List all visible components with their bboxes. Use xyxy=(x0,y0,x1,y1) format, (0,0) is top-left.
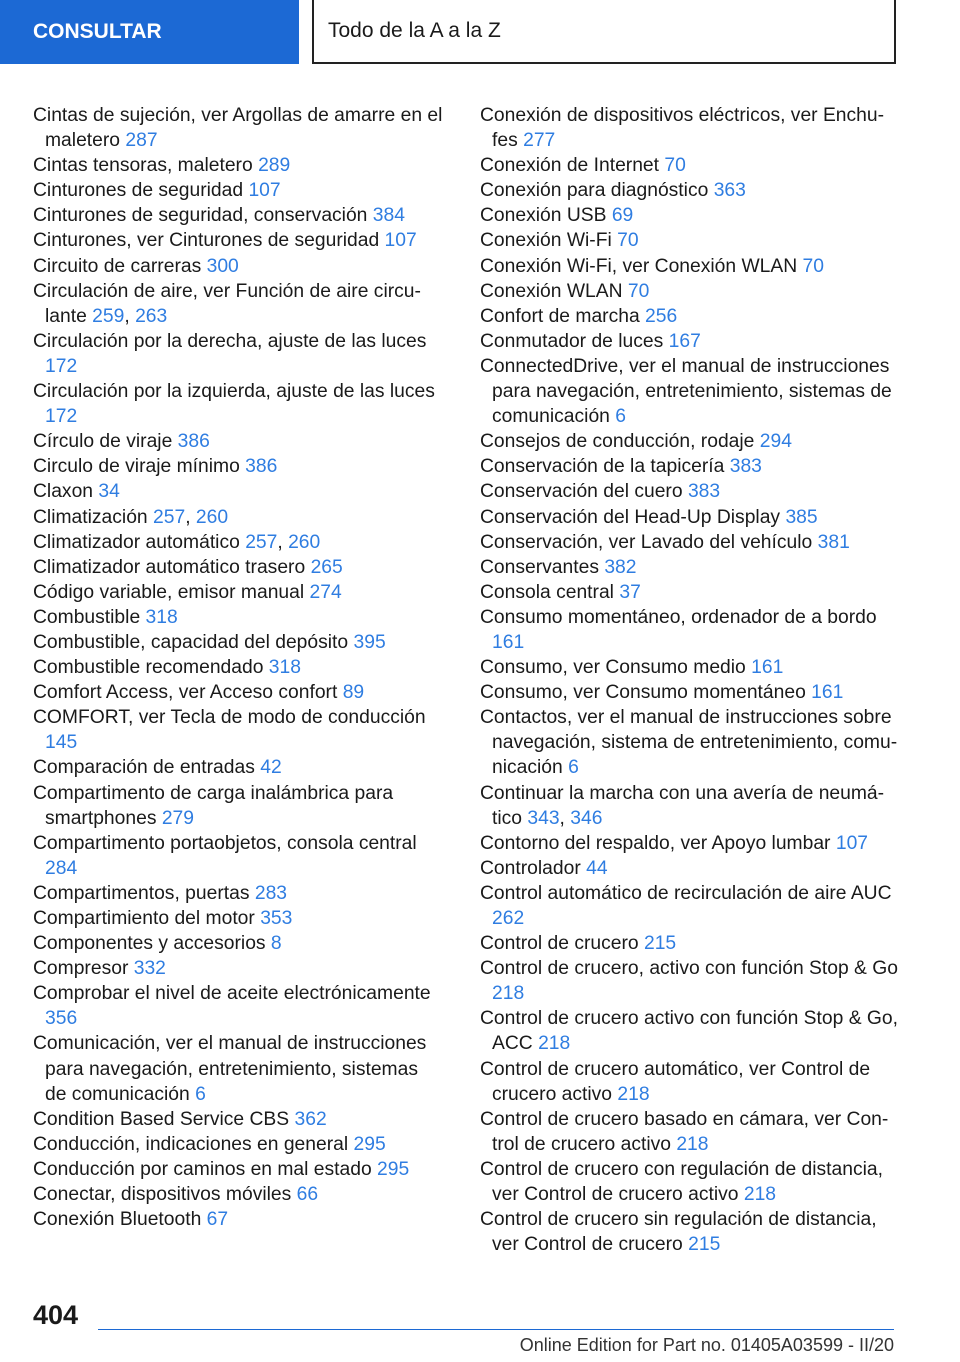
index-entry xyxy=(480,153,900,178)
page-reference-link[interactable]: 383 xyxy=(687,481,721,503)
index-entry-text: Condition Based Service CBS xyxy=(33,1108,290,1130)
page-reference-link[interactable]: 69 xyxy=(611,205,634,227)
index-entry xyxy=(33,1107,443,1132)
chapter-title-tab xyxy=(312,0,896,64)
index-entry xyxy=(33,1157,443,1182)
index-entry xyxy=(33,1031,443,1106)
page-reference-link[interactable]: 259 xyxy=(92,305,125,327)
index-entry-text: Consola central xyxy=(480,581,614,603)
index-entry xyxy=(480,228,900,253)
index-entry-text: Circulación por la derecha, ajuste de las luces xyxy=(33,330,427,352)
index-entry xyxy=(480,254,900,279)
page-reference-link[interactable]: 318 xyxy=(145,606,178,628)
index-entry-text: Consejos de conducción, rodaje xyxy=(480,431,755,453)
index-entry-text: Comprobar el nivel de aceite electrónicamente xyxy=(33,983,431,1005)
index-entry-text: Continuar la marcha con una avería de neumático xyxy=(480,782,885,829)
page-reference-link[interactable]: 300 xyxy=(206,255,239,277)
index-entry-text: Conservación del cuero xyxy=(480,481,683,503)
index-entry xyxy=(480,1157,900,1207)
page-reference-link[interactable]: 294 xyxy=(759,431,792,453)
index-entry-text: Cintas tensoras, maletero xyxy=(33,155,253,177)
index-entry xyxy=(33,755,443,780)
page-reference-link[interactable]: 395 xyxy=(353,631,386,653)
index-entry-text: Comfort Access, ver Acceso confort xyxy=(33,682,338,704)
page-reference-link[interactable]: 265 xyxy=(310,556,343,578)
index-entry xyxy=(480,329,900,354)
index-entry: Circulación de aire, ver Función de aire circulante 259, 263 xyxy=(33,280,421,327)
page-reference-link[interactable]: 145 xyxy=(45,732,78,754)
index-entry-text: Cintas de sujeción, ver Argollas de amarre en el maletero xyxy=(33,105,443,152)
index-entry-text: Conexión Bluetooth xyxy=(33,1209,202,1231)
page-reference-link[interactable]: 167 xyxy=(668,330,701,352)
page-reference-link[interactable]: 6 xyxy=(615,406,626,428)
page-reference-link[interactable]: 215 xyxy=(688,1234,721,1256)
index-entry-text: Circulación de aire, ver Función de aire circulante xyxy=(33,280,421,327)
index-entry xyxy=(480,429,900,454)
index-entry xyxy=(480,705,900,780)
index-entry-text: Código variable, emisor manual xyxy=(33,581,305,603)
page-reference-link[interactable]: 260 xyxy=(288,531,321,553)
index-entry-text: Consumo, ver Consumo momentáneo xyxy=(480,682,806,704)
page-reference-link[interactable]: 381 xyxy=(817,531,850,553)
index-entry-text: Control de crucero automático, ver Control de crucero activo xyxy=(480,1058,871,1105)
index-entry-text: Combustible recomendado xyxy=(33,657,264,679)
index-entry xyxy=(480,103,900,153)
page-reference-link[interactable]: 284 xyxy=(45,857,78,879)
page-reference-link[interactable]: 107 xyxy=(835,832,869,854)
section-tab-consultar[interactable] xyxy=(0,0,299,64)
index-entry xyxy=(480,881,900,931)
index-entry xyxy=(33,630,443,655)
page-reference-link[interactable]: 385 xyxy=(785,506,818,528)
page-reference-link[interactable]: 107 xyxy=(248,180,281,202)
index-entry xyxy=(33,680,443,705)
page-reference-link[interactable]: 218 xyxy=(492,983,525,1005)
index-entry xyxy=(480,530,900,555)
page-reference-link[interactable]: 218 xyxy=(676,1133,709,1155)
page-reference-link[interactable]: 277 xyxy=(523,130,556,152)
index-entry-text: Conservación, ver Lavado del vehículo xyxy=(480,531,813,553)
index-entry-text: Controlador xyxy=(480,857,581,879)
index-entry xyxy=(480,1107,900,1157)
page-reference-link[interactable]: 215 xyxy=(643,933,677,955)
index-entry-text: COMFORT, ver Tecla de modo de conducción xyxy=(33,707,426,729)
index-entry-text: Circulo de viraje mínimo xyxy=(33,456,240,478)
index-entry-text: Conexión WLAN xyxy=(480,280,623,302)
page-reference-link[interactable]: 332 xyxy=(133,958,166,980)
index-entry-text: Control automático de recirculación de aire AUC xyxy=(480,882,892,904)
index-entry xyxy=(480,605,900,655)
index-column-left xyxy=(33,103,443,1232)
page-reference-link[interactable]: 356 xyxy=(45,1008,78,1030)
index-entry xyxy=(480,178,900,203)
page-reference-link[interactable]: 346 xyxy=(570,807,603,829)
index-entry xyxy=(33,103,443,153)
page-reference-link[interactable]: 107 xyxy=(384,230,417,252)
index-entry-text: Control de crucero sin regulación de distancia, ver Control de crucero xyxy=(480,1209,877,1256)
index-entry xyxy=(480,956,900,1006)
index-entry: Climatización 257, 260 xyxy=(33,506,229,528)
index-entry-text: Cinturones de seguridad xyxy=(33,180,244,202)
index-column-right xyxy=(480,103,900,1257)
page-reference-link[interactable]: 218 xyxy=(538,1033,571,1055)
page-reference-link[interactable]: 382 xyxy=(604,556,637,578)
index-entry xyxy=(480,1207,900,1257)
index-entry-text: Cinturones de seguridad, conservación xyxy=(33,205,368,227)
page-reference-link[interactable]: 67 xyxy=(206,1209,229,1231)
index-entry xyxy=(33,831,443,881)
index-entry-text: Compartimento de carga inalámbrica para smartphones xyxy=(33,782,394,829)
index-entry-text: Conservación del Head-Up Display xyxy=(480,506,781,528)
index-entry-text: Componentes y accesorios xyxy=(33,933,266,955)
index-entry xyxy=(33,1132,443,1157)
page-reference-link[interactable]: 353 xyxy=(260,908,293,929)
page-reference-link[interactable]: 6 xyxy=(195,1083,206,1105)
index-entry-text: ConnectedDrive, ver el manual de instrucciones para navegación, entretenimiento, sistemas de comunicación xyxy=(480,355,892,428)
page-reference-link[interactable]: 263 xyxy=(135,305,168,327)
index-entry-text: Comunicación, ver el manual de instrucciones para navegación, entretenimiento, sistemas de comunicación xyxy=(33,1033,427,1105)
page-reference-link[interactable]: 161 xyxy=(492,631,525,653)
page-reference-link[interactable]: 260 xyxy=(195,506,229,528)
index-entry-text: Conexión de Internet xyxy=(480,155,660,177)
page-reference-link[interactable]: 89 xyxy=(342,682,365,704)
page-reference-link[interactable]: 257 xyxy=(153,506,186,528)
footer-divider xyxy=(98,1329,894,1330)
page-reference-link[interactable]: 70 xyxy=(664,155,686,177)
index-entry-text: Cinturones, ver Cinturones de seguridad xyxy=(33,230,380,252)
page-reference-link[interactable]: 161 xyxy=(811,682,844,704)
index-entry xyxy=(33,153,443,178)
page-reference-link[interactable]: 289 xyxy=(258,155,291,177)
index-entry xyxy=(33,931,443,956)
page-reference-link[interactable]: 70 xyxy=(627,280,650,302)
index-entry-text: Control de crucero, activo con función Stop & Go xyxy=(480,958,898,980)
index-entry xyxy=(480,479,900,504)
index-entry-text: Combustible, capacidad del depósito xyxy=(33,631,349,653)
index-entry xyxy=(33,1207,443,1232)
index-entry xyxy=(480,454,900,479)
page-reference-link[interactable]: 363 xyxy=(713,180,746,202)
index-entry xyxy=(33,605,443,630)
index-entry-text: Círculo de viraje xyxy=(33,431,173,453)
index-entry-text: Conducción por caminos en mal estado xyxy=(33,1158,372,1180)
page-reference-link[interactable]: 362 xyxy=(294,1108,327,1130)
footer-edition-text: Online Edition for Part no. 01405A03599 - II/20 xyxy=(519,1335,894,1355)
page-reference-link[interactable]: 343 xyxy=(527,807,560,829)
index-entry-text: Compartimentos, puertas xyxy=(33,882,250,904)
index-entry-text: Compresor xyxy=(33,958,129,980)
index-entry xyxy=(33,555,443,580)
index-entry: Climatizador automático 257, 260 xyxy=(33,531,321,553)
index-entry xyxy=(480,354,900,429)
index-entry-text: Conectar, dispositivos móviles xyxy=(33,1184,292,1206)
index-entry xyxy=(480,1057,900,1107)
index-entry-text: Conservantes xyxy=(480,556,599,578)
index-entry-text: Conmutador de luces xyxy=(480,330,664,352)
index-entry xyxy=(480,555,900,580)
index-entry-text: Control de crucero xyxy=(480,933,639,955)
page-reference-link[interactable]: 70 xyxy=(617,230,639,252)
index-entry xyxy=(33,254,443,279)
index-entry xyxy=(33,705,443,755)
page-reference-link[interactable]: 295 xyxy=(377,1158,410,1180)
index-entry-text: Consumo momentáneo, ordenador de a bordo xyxy=(480,606,877,628)
index-entry xyxy=(480,304,900,329)
page-reference-link[interactable]: 386 xyxy=(177,431,210,453)
index-entry-text: Climatización xyxy=(33,506,148,528)
index-entry-text: Conexión para diagnóstico xyxy=(480,180,709,202)
page-reference-link[interactable]: 34 xyxy=(98,481,120,503)
index-entry xyxy=(33,454,443,479)
page-reference-link[interactable]: 283 xyxy=(254,882,288,904)
page-reference-link[interactable]: 6 xyxy=(568,757,579,779)
index-entry xyxy=(480,580,900,605)
index-entry xyxy=(33,655,443,680)
index-entry-text: Conservación de la tapicería xyxy=(480,456,725,478)
index-entry-text: Contactos, ver el manual de instrucciones sobre navegación, sistema de entretenimiento, comunicación xyxy=(480,707,898,779)
page-reference-link[interactable]: 37 xyxy=(619,581,641,603)
index-entry xyxy=(33,881,443,906)
page-reference-link[interactable]: 383 xyxy=(729,456,762,478)
index-entry-text: Control de crucero con regulación de distancia, ver Control de crucero activo xyxy=(480,1158,883,1206)
index-entry: Continuar la marcha con una avería de neumático 343, 346 xyxy=(480,782,885,829)
index-entry xyxy=(33,178,443,203)
page-reference-link[interactable]: 42 xyxy=(260,757,282,779)
index-entry-text: Climatizador automático trasero xyxy=(33,556,306,578)
page-reference-link[interactable]: 218 xyxy=(743,1184,777,1206)
index-entry xyxy=(33,479,443,504)
index-entry-text: Conexión de dispositivos eléctricos, ver Enchufes xyxy=(480,105,885,152)
index-entry-text: Confort de marcha xyxy=(480,305,640,327)
page-reference-link[interactable]: 44 xyxy=(586,857,608,879)
index-entry xyxy=(480,1006,900,1056)
chapter-title: Todo de la A a la Z xyxy=(328,19,501,42)
index-entry-text: Consumo, ver Consumo medio xyxy=(480,657,746,679)
index-entry-text: Claxon xyxy=(33,481,94,503)
page-reference-link[interactable]: 318 xyxy=(268,657,301,679)
page-reference-link[interactable]: 172 xyxy=(45,355,78,377)
index-entry-text: Control de crucero activo con función Stop & Go, ACC xyxy=(480,1008,898,1055)
index-entry xyxy=(480,931,900,956)
index-entry xyxy=(33,781,443,831)
index-entry-text: Control de crucero basado en cámara, ver Control de crucero activo xyxy=(480,1108,889,1155)
page-reference-link[interactable]: 256 xyxy=(645,305,678,327)
index-entry xyxy=(33,981,443,1031)
page-reference-link[interactable]: 386 xyxy=(245,456,278,478)
page-reference-link[interactable]: 287 xyxy=(125,130,158,152)
index-entry xyxy=(480,655,900,680)
index-entry xyxy=(480,279,900,304)
index-entry xyxy=(33,379,443,429)
page-reference-link[interactable]: 161 xyxy=(751,657,784,679)
index-entry xyxy=(33,228,443,253)
index-entry xyxy=(480,505,900,530)
index-entry xyxy=(33,906,443,931)
index-entry xyxy=(33,429,443,454)
page-reference-link[interactable]: 218 xyxy=(617,1083,650,1105)
section-tab-label: CONSULTAR xyxy=(33,20,162,43)
index-entry-text: Circulación por la izquierda, ajuste de las luces xyxy=(33,381,435,403)
page-number: 404 xyxy=(33,1300,79,1330)
page-reference-link[interactable]: 384 xyxy=(372,205,405,227)
page-reference-link[interactable]: 262 xyxy=(492,908,525,929)
index-entry xyxy=(33,580,443,605)
index-entry xyxy=(480,680,900,705)
index-entry-text: Conexión USB xyxy=(480,205,607,227)
index-entry-text: Combustible xyxy=(33,606,141,628)
index-entry-text: Conexión Wi-Fi xyxy=(480,230,612,252)
page-reference-link[interactable]: 8 xyxy=(270,933,282,955)
index-entry xyxy=(480,831,900,856)
index-entry xyxy=(33,1182,443,1207)
page-reference-link[interactable]: 295 xyxy=(353,1133,386,1155)
index-entry xyxy=(480,856,900,881)
index-entry-text: Conducción, indicaciones en general xyxy=(33,1133,349,1155)
index-entry xyxy=(33,329,443,379)
page-reference-link[interactable]: 274 xyxy=(309,581,342,603)
index-entry-text: Climatizador automático xyxy=(33,531,240,553)
index-entry-text: Contorno del respaldo, ver Apoyo lumbar xyxy=(480,832,831,854)
index-entry-text: Compartimento portaobjetos, consola central xyxy=(33,832,417,854)
index-entry-text: Comparación de entradas xyxy=(33,757,255,779)
index-entry xyxy=(33,203,443,228)
page-reference-link[interactable]: 66 xyxy=(296,1184,319,1206)
index-entry-text: Circuito de carreras xyxy=(33,255,202,277)
page-reference-link[interactable]: 172 xyxy=(45,406,78,428)
index-entry-text: Compartimiento del motor xyxy=(33,908,255,929)
page-reference-link[interactable]: 70 xyxy=(802,255,824,277)
index-entry xyxy=(480,203,900,228)
page-reference-link[interactable]: 257 xyxy=(245,531,278,553)
index-entry xyxy=(33,956,443,981)
index-entry-text: Conexión Wi-Fi, ver Conexión WLAN xyxy=(480,255,798,277)
page-reference-link[interactable]: 279 xyxy=(161,807,194,829)
